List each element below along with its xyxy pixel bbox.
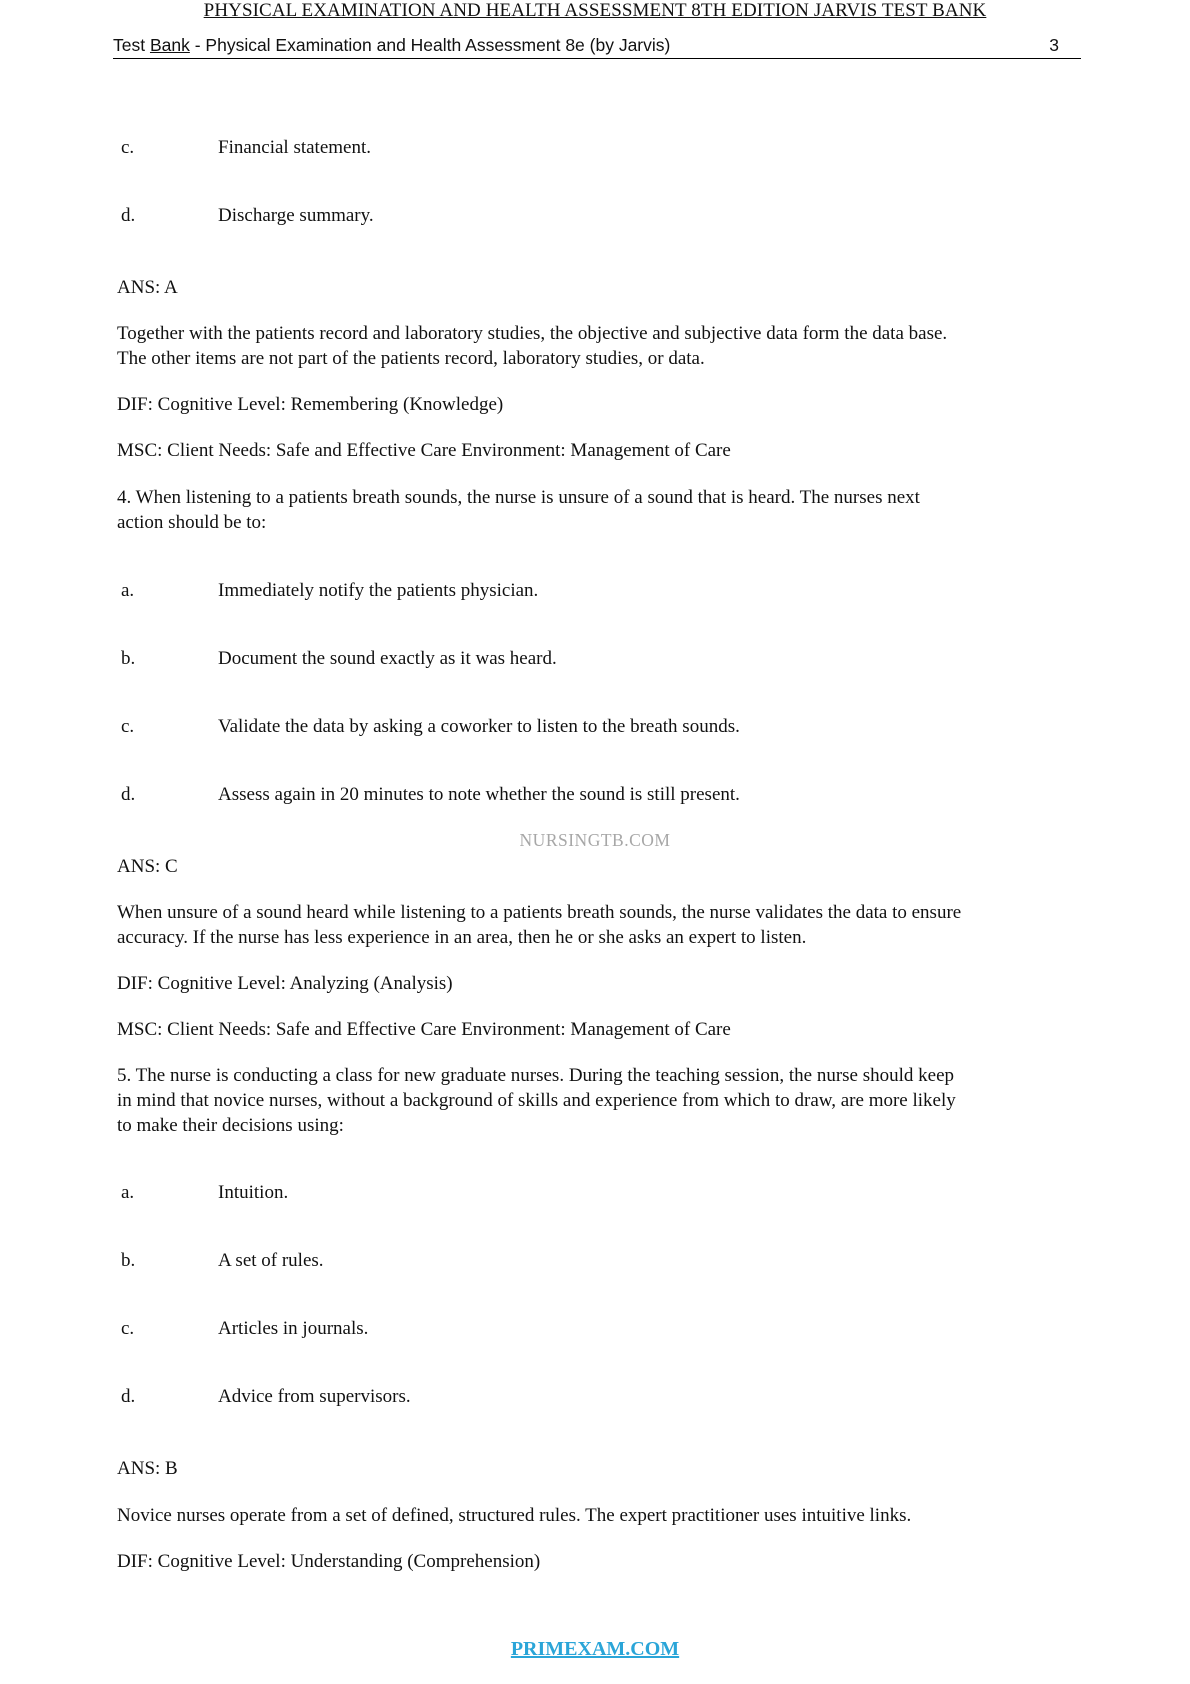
q5-option-c-letter: c. bbox=[121, 1318, 135, 1339]
q5-option-d-letter: d. bbox=[121, 1386, 136, 1407]
q4-stem-line-1: 4. When listening to a patients breath sounds, the nurse is unsure of a sound that is heard. The nurses next bbox=[117, 487, 920, 508]
q4-option-c-letter: c. bbox=[121, 716, 135, 737]
q4-option-b-letter: b. bbox=[121, 648, 136, 669]
q4-option-d-letter: d. bbox=[121, 784, 136, 805]
q4-stem-line-2: action should be to: bbox=[117, 512, 267, 533]
q3-option-d-text: Discharge summary. bbox=[218, 205, 374, 226]
q5-option-a-text: Intuition. bbox=[218, 1182, 289, 1203]
q4-dif: DIF: Cognitive Level: Analyzing (Analysis) bbox=[117, 973, 453, 994]
q4-option-b-text: Document the sound exactly as it was heard. bbox=[218, 648, 557, 669]
footer-site-link[interactable]: PRIMEXAM.COM bbox=[510, 1638, 680, 1660]
q3-rationale-line-1: Together with the patients record and laboratory studies, the objective and subjective data form the data base. bbox=[117, 323, 948, 344]
watermark: NURSINGTB.COM bbox=[519, 830, 671, 850]
q4-option-d-text: Assess again in 20 minutes to note whether the sound is still present. bbox=[218, 784, 740, 805]
q4-rationale-line-2: accuracy. If the nurse has less experience in an area, then he or she asks an expert to listen. bbox=[117, 927, 807, 948]
q3-dif: DIF: Cognitive Level: Remembering (Knowledge) bbox=[117, 394, 504, 415]
q4-option-a-text: Immediately notify the patients physician. bbox=[218, 580, 539, 601]
q3-rationale-line-2: The other items are not part of the patients record, laboratory studies, or data. bbox=[117, 348, 705, 369]
q3-option-d-letter: d. bbox=[121, 205, 136, 226]
q4-msc: MSC: Client Needs: Safe and Effective Care Environment: Management of Care bbox=[117, 1019, 731, 1040]
q5-answer: ANS: B bbox=[117, 1458, 178, 1479]
document-banner: PHYSICAL EXAMINATION AND HEALTH ASSESSMENT 8TH EDITION JARVIS TEST BANK bbox=[203, 0, 987, 21]
running-header bbox=[113, 34, 1081, 59]
header-title-underlined: Bank bbox=[149, 35, 190, 55]
q4-option-c-text: Validate the data by asking a coworker to listen to the breath sounds. bbox=[218, 716, 740, 737]
header-title-rest: - Physical Examination and Health Assessment 8e (by Jarvis) bbox=[189, 35, 671, 55]
q4-rationale-line-1: When unsure of a sound heard while listening to a patients breath sounds, the nurse validates the data to ensure bbox=[117, 902, 962, 923]
q5-option-d-text: Advice from supervisors. bbox=[218, 1386, 411, 1407]
q5-dif: DIF: Cognitive Level: Understanding (Comprehension) bbox=[117, 1551, 541, 1572]
q5-stem-line-2: in mind that novice nurses, without a background of skills and experience from which to draw, are more likely bbox=[117, 1090, 956, 1111]
q5-option-b-letter: b. bbox=[121, 1250, 136, 1271]
q5-option-c-text: Articles in journals. bbox=[218, 1318, 369, 1339]
q3-msc: MSC: Client Needs: Safe and Effective Care Environment: Management of Care bbox=[117, 440, 731, 461]
q3-option-c-text: Financial statement. bbox=[218, 137, 372, 158]
header-title-prefix: Test bbox=[113, 35, 150, 55]
q4-answer: ANS: C bbox=[117, 856, 178, 877]
q3-answer: ANS: A bbox=[117, 277, 178, 298]
q5-option-b-text: A set of rules. bbox=[218, 1250, 324, 1271]
q5-rationale-line-1: Novice nurses operate from a set of defined, structured rules. The expert practitioner uses intuitive links. bbox=[117, 1505, 912, 1526]
q3-option-c-letter: c. bbox=[121, 137, 135, 158]
q5-stem-line-1: 5. The nurse is conducting a class for new graduate nurses. During the teaching session, the nurse should keep bbox=[117, 1065, 955, 1086]
q4-option-a-letter: a. bbox=[121, 580, 135, 601]
q5-stem-line-3: to make their decisions using: bbox=[117, 1115, 344, 1136]
header-title bbox=[113, 34, 670, 56]
page-number: 3 bbox=[1049, 35, 1059, 55]
q5-option-a-letter: a. bbox=[121, 1182, 135, 1203]
